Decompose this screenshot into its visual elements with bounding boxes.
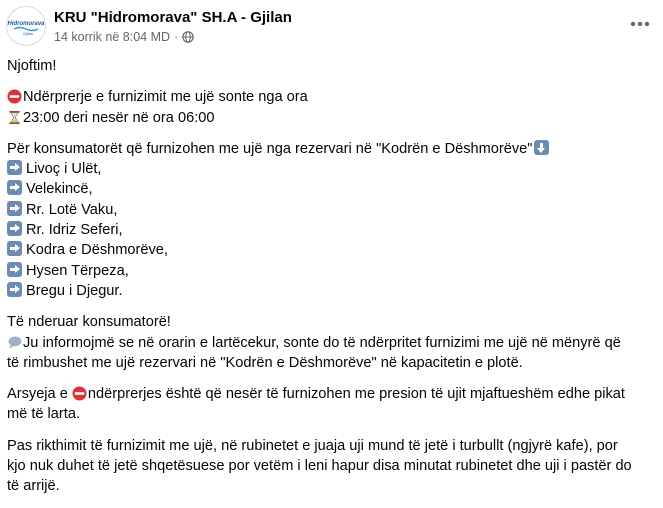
avatar[interactable] <box>6 6 46 46</box>
area-name: Livoç i Ulët, <box>26 161 102 178</box>
list-item <box>7 179 657 199</box>
greeting: Të nderuar konsumatorë! <box>7 314 171 331</box>
paragraph-info <box>7 312 657 373</box>
paragraph-after <box>7 436 657 497</box>
list-item <box>7 200 657 220</box>
meta-separator: · <box>174 30 179 44</box>
interruption-line-2 <box>7 108 657 128</box>
list-item <box>7 220 657 240</box>
area-name: Velekincë, <box>26 181 93 198</box>
after-line-3: të arrijë. <box>7 478 60 495</box>
hourglass-icon <box>7 110 22 125</box>
paragraph-interruption <box>7 87 657 128</box>
interruption-text: Ndërprerje e furnizimit me ujë sonte nga ora <box>23 89 308 106</box>
reason-text-b: ndërprerjes është që nesër të furnizohen me presion të ujit mjaftueshëm edhe pikat <box>87 386 625 403</box>
area-name: Bregu i Djegur. <box>26 282 123 299</box>
down-arrow-icon <box>534 140 549 155</box>
reason-line-1 <box>7 384 657 404</box>
list-item <box>7 281 657 301</box>
post-header <box>6 6 657 46</box>
more-options-icon <box>630 21 650 27</box>
globe-icon[interactable] <box>182 31 194 43</box>
right-arrow-icon <box>7 160 22 175</box>
no-entry-icon <box>7 89 22 104</box>
reason-text-a: Arsyeja e <box>7 386 68 403</box>
info-text: Ju informojmë se në orarin e lartëcekur, sonte do të ndërpritet furnizimi me ujë në mënyrë që <box>23 334 621 351</box>
more-options-button[interactable] <box>625 12 655 36</box>
speech-bubble-icon <box>7 335 22 350</box>
area-name: Hysen Tërpeza, <box>26 262 129 279</box>
area-name: Kodra e Dëshmorëve, <box>26 242 168 259</box>
right-arrow-icon <box>7 180 22 195</box>
right-arrow-icon <box>7 221 22 236</box>
right-arrow-icon <box>7 262 22 277</box>
list-item <box>7 261 657 281</box>
paragraph-reason <box>7 384 657 425</box>
paragraph-areas <box>7 139 657 301</box>
area-name: Rr. Idriz Seferi, <box>26 222 123 239</box>
interruption-time: 23:00 deri nesër në ora 06:00 <box>23 109 215 126</box>
areas-intro-text: Për konsumatorët që furnizohen me ujë nga rezervari në "Kodrën e Dëshmorëve" <box>7 140 533 157</box>
interruption-line-1 <box>7 87 657 107</box>
post-date-link[interactable]: 14 korrik në 8:04 MD <box>54 30 171 44</box>
info-line-2: të rimbushet me ujë rezervari në "Kodrën e Dëshmorëve" në kapacitetin e plotë. <box>7 354 523 371</box>
avatar-logo-sub: Gjilan <box>22 31 34 36</box>
post-meta <box>54 30 194 44</box>
post-text <box>7 56 657 508</box>
avatar-logo-text: Hidromorava <box>7 21 45 27</box>
right-arrow-icon <box>7 282 22 297</box>
list-item <box>7 159 657 179</box>
page-name-link[interactable]: KRU "Hidromorava" SH.A - Gjilan <box>54 9 292 26</box>
notice-heading: Njoftim! <box>7 58 57 74</box>
areas-intro <box>7 139 657 159</box>
list-item <box>7 240 657 260</box>
info-line-1 <box>7 333 657 353</box>
after-line-2: kjo nuk duhet të jetë shqetësuese por vetëm i leni hapur disa minutat rubinetet dhe uji i pastër do <box>7 458 632 475</box>
after-line-1: Pas rikthimit të furnizimit me ujë, në rubinetet e juaja uji mund të jetë i turbullt (ngjyrë kafe), por <box>7 437 618 454</box>
hidromorava-logo-icon <box>7 7 45 45</box>
right-arrow-icon <box>7 201 22 216</box>
no-entry-icon <box>72 386 87 401</box>
paragraph-notice <box>7 56 657 76</box>
right-arrow-icon <box>7 241 22 256</box>
reason-line-2: më të larta. <box>7 406 80 423</box>
area-name: Rr. Lotë Vaku, <box>26 201 118 218</box>
